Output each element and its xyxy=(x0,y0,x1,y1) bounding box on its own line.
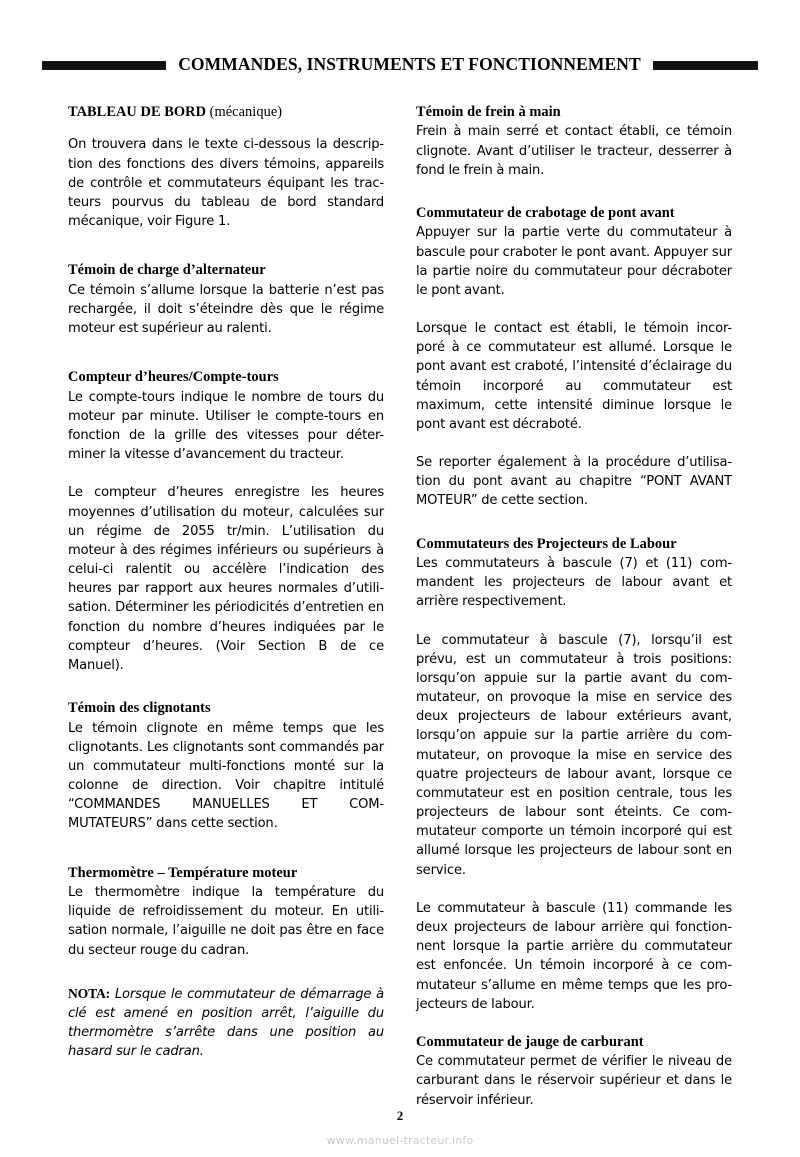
section-heading-compteur-heures: Compteur d’heures/Compte-tours xyxy=(68,369,279,386)
section-paragraph: Ce témoin s’allume lorsque la batterie n’est pas rechargée, il doit s’éteindre dès que le régime moteur est supérieur au ralenti. xyxy=(68,282,384,337)
section-paragraph: Les commutateurs à bascule (7) et (11) com-mandent les projecteurs de labour avant et arrière respectivement. xyxy=(416,556,732,610)
section-paragraph: Le compte-tours indique le nombre de tours du moteur par minute. Utiliser le compte-tours en fonction de la grille des vitesses pour déter-miner la vitesse d’avancement du tracteur. xyxy=(68,389,384,463)
running-header xyxy=(68,50,732,80)
header-rule-right-icon xyxy=(653,61,758,70)
page-title-bold: TABLEAU DE BORD xyxy=(68,104,207,120)
page-title xyxy=(68,103,384,121)
section-paragraph: Le compteur d’heures enregistre les heures moyennes d’utilisation du moteur, calculées sur un régime de 2055 tr/min. L’utilisation du moteur à des régimes inférieurs ou supérieurs à celui-ci ralentit ou accélère l’indication des heures par rapport aux heures normales d’utili-sation. Déterminer les périodicités d’entretien en fonction du nombre d’heures indiquées par le compteur d’heures. (Voir Section B de ce Manuel). xyxy=(68,485,384,673)
nota-text: Lorsque le commutateur de démarrage à clé est amené en position arrêt, l’aiguille du thermomètre s’arrête dans une position au hasard sur le cadran. xyxy=(68,986,384,1060)
section-heading-clignotants: Témoin des clignotants xyxy=(68,700,211,717)
section-paragraph: Ce commutateur permet de vérifier le niveau de carburant dans le réservoir supérieur et dans le réservoir inférieur. xyxy=(416,1054,732,1108)
section-paragraph: Frein à main serré et contact établi, ce témoin clignote. Avant d’utiliser le tracteur, desserrer à fond le frein à main. xyxy=(416,124,732,178)
header-title: COMMANDES, INSTRUMENTS ET FONCTIONNEMENT xyxy=(178,54,641,75)
header-rule-left-icon xyxy=(42,61,166,70)
watermark: www.manuel-tracteur.info xyxy=(326,1134,474,1147)
section-paragraph: Appuyer sur la partie verte du commutateur à bascule pour craboter le pont avant. Appuyer sur la partie noire du commutateur pour décraboter le pont avant. xyxy=(416,225,732,298)
nota-label: NOTA: xyxy=(68,985,111,1001)
page-number: 2 xyxy=(396,1108,404,1123)
section-heading-jauge-carburant: Commutateur de jauge de carburant xyxy=(416,1033,644,1050)
section-paragraph: Le témoin clignote en même temps que les clignotants. Les clignotants sont commandés par un commutateur multi-fonctions monté sur la colonne de direction. Voir chapitre intitulé “COMMANDES MANUELLES ET COM-MUTATEURS” dans cette section. xyxy=(68,720,384,832)
body-columns xyxy=(68,103,732,1110)
intro-paragraph: On trouvera dans le texte ci-dessous la descrip-tion des fonctions des divers témoins, appareils de contrôle et commutateurs équipant les trac-teurs pourvus du tableau de bord standard mécanique, voir Figure 1. xyxy=(68,137,384,230)
section-heading-projecteurs-labour: Commutateurs des Projecteurs de Labour xyxy=(416,535,677,552)
section-paragraph: Lorsque le contact est établi, le témoin incor-poré à ce commutateur est allumé. Lorsque le pont avant est craboté, l’intensité d’éclairage du témoin incorporé au commutateur est maximum, cette intensité diminue lorsque le pont avant est décraboté. xyxy=(416,321,732,432)
section-paragraph: Se reporter également à la procédure d’utilisa-tion du pont avant au chapitre “PONT AVANT MOTEUR” de cette section. xyxy=(416,455,732,509)
left-column xyxy=(68,103,384,1110)
section-heading-alternateur: Témoin de charge d’alternateur xyxy=(68,262,266,279)
section-paragraph: Le commutateur à bascule (7), lorsqu’il est prévu, est un commutateur à trois positions: lorsqu’on appuie sur la partie avant du com-mutateur, on provoque la mise en service des deux projecteurs de labour extérieurs avant, lorsqu’on appuie sur la partie arrière du com-mutateur, on provoque la mise en service des quatre projecteurs de labour avant, lorsque ce commutateur est en position centrale, tous les projecteurs de labour sont éteints. Ce com-mutateur comporte un témoin incorporé qui est allumé lorsque les projecteurs de labour sont en service. xyxy=(416,632,732,878)
nota-block xyxy=(68,984,384,1062)
section-heading-crabotage-pont-avant: Commutateur de crabotage de pont avant xyxy=(416,204,675,221)
right-column xyxy=(416,103,732,1110)
section-heading-frein-a-main: Témoin de frein à main xyxy=(416,104,561,120)
section-heading-thermometre: Thermomètre – Température moteur xyxy=(68,864,298,881)
section-paragraph: Le commutateur à bascule (11) commande les deux projecteurs de labour arrière qui fonction-nent lorsque la partie arrière du commutateur est enfoncée. Un témoin incorporé à ce com-mutateur s’allume en même temps que les pro-jecteurs de labour. xyxy=(416,900,732,1012)
section-paragraph: Le thermomètre indique la température du liquide de refroidissement du moteur. En utili-sation normale, l’aiguille ne doit pas être en face du secteur rouge du cadran. xyxy=(68,885,384,958)
page-title-qualifier: (mécanique) xyxy=(206,104,283,120)
